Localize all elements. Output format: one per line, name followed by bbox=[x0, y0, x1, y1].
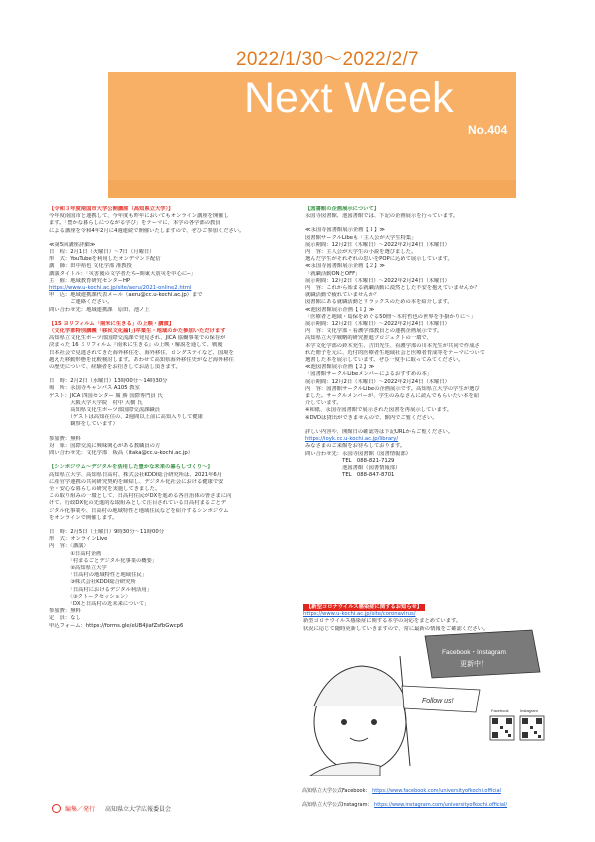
section-heading: 【シンポジウム～デジタルを活用した豊かな未来の暮らしづくり～】 bbox=[49, 464, 213, 471]
section-text-line: 申込フォーム：https://forms.gle/eUB4jiafZsfbGwcp6 bbox=[49, 622, 184, 629]
section-text-line: ご連絡ください。 bbox=[49, 299, 113, 306]
section-text-line: れた冊子を元に、近付的医療者生地域社会と医療者育成等をテーマについて bbox=[305, 349, 485, 356]
banner-text: Follow us! bbox=[422, 698, 454, 705]
section-text-line: 選んだ学生がそれぞれの思いをPOPに込めて展示しています。 bbox=[305, 256, 453, 263]
section-text-line: 形 式：YouTubeを利用したオンデマンド配信 bbox=[49, 256, 161, 263]
section-text-line: 問い合わせ先：地域連携課 原田、池ノ上 bbox=[49, 306, 150, 313]
section-text-line: 「図書館サークルLibeメンバーによるおすすめの本」 bbox=[305, 371, 433, 378]
section-text-line: 定 員：なし bbox=[49, 615, 81, 622]
section-text-line: ≪池図書館展示企画【１】≫ bbox=[305, 306, 375, 313]
section-link[interactable]: https://ioyk.cc.u-kochi.ac.jp/library/ bbox=[305, 436, 399, 443]
section-text-line: 今年度南国市と連携して、今年度も昨年においてもオンライン講座を開催し bbox=[49, 213, 229, 220]
section-text-line: 高知県文化生ポーツ部国際交流課職員 bbox=[49, 407, 161, 414]
section-text-line: 内 容：〈講演〉 bbox=[49, 543, 89, 550]
section-text-line: TEL 088-847-8701 bbox=[305, 472, 395, 479]
section-text-line: ※和紙、永国寺図書館で展示された図書を再展示しています。 bbox=[305, 407, 453, 414]
section-text-line: 「村まるごとデジタル化事業の概要」 bbox=[49, 557, 158, 564]
section-subheading: （文化学部特別講義「移民文化論Ⅰ」)卒業生・地域のかた参加いただけます bbox=[49, 328, 226, 335]
university-logo-icon bbox=[52, 804, 61, 813]
section-text-line: をオンラインで開催します。 bbox=[49, 514, 118, 521]
spacer bbox=[305, 220, 553, 227]
section-text-line: 対 象：国際交流に興味関心がある教職員の方 bbox=[49, 442, 161, 449]
instagram-qr bbox=[520, 708, 544, 740]
section-text-line: 大阪大学大学院 村中 大樹 氏 bbox=[49, 399, 143, 406]
mascot-illustration bbox=[310, 666, 408, 776]
spacer bbox=[49, 371, 289, 378]
section-text-line: 観察をしています） bbox=[49, 421, 118, 428]
footer bbox=[52, 804, 171, 813]
section-text-line: ジタル化事業や、日高村の地域特性と地域住民などを紹介するシンポジウム bbox=[49, 507, 229, 514]
section-text-line: 日本社会で見逃されてきた海外移住を、海外移住、ロングステイなど、国境を bbox=[49, 349, 234, 356]
section-text-line: 「DXと日高村の近未来について」 bbox=[49, 600, 150, 607]
section-text-line: 申 込：地域連携課代表メール（aeru@cc.u-kochi.ac.jp）まで bbox=[49, 292, 203, 299]
footer-publisher: 高知県立大学広報委員会 bbox=[105, 806, 172, 813]
section-text-line: この取り組みの一環として、日高村住民がDXを進める各自治体の皆さまに向 bbox=[49, 493, 232, 500]
section-text-line: 〈③クトークセッション〉 bbox=[49, 593, 131, 600]
section-text-line: 展示期間：12月2日（木曜日）～2022年2月24日（木曜日） bbox=[305, 321, 450, 328]
covid-note-2: 状況に応じて随時更新していきますので、常に最新の情報をご確認ください。 bbox=[303, 625, 489, 632]
section-text-line: 参加費：無料 bbox=[49, 608, 81, 615]
section-text-line: 展示期間：12月2日（木曜日）～2022年2月24日（木曜日） bbox=[305, 241, 450, 248]
board-line-1: Facebook・Instagram bbox=[442, 649, 506, 656]
section-text-line: ≪第5回講座詳細≫ bbox=[49, 241, 96, 248]
covid-link[interactable]: https://www.u-kochi.ac.jp/site/coronavirus/ bbox=[303, 611, 416, 618]
section-text-line: ※DVDは貸出ができませんので、館内でご覧ください。 bbox=[305, 414, 438, 421]
section-heading: 【15 ヨリフィルム「南米に生きる」の上映・講演】 bbox=[49, 320, 175, 327]
spacer bbox=[49, 235, 289, 242]
section-text-line: けて、行政DX化の先進的な取組みとして注目されている日高村まるごとデ bbox=[49, 500, 227, 507]
instagram-row bbox=[302, 798, 557, 812]
section-text-line: TEL 088-821-7129 bbox=[305, 457, 395, 464]
qr-label-instagram: Instagram bbox=[520, 708, 538, 713]
newsletter-title: Next Week bbox=[244, 74, 454, 122]
section-text-line: 決まった 16 ミリフィルム『南米に生きる』の上映・解説を通して、戦後 bbox=[49, 342, 223, 349]
section-link[interactable]: https://www.u-kochi.ac.jp/site/aeru/2021-online2.html bbox=[49, 285, 192, 292]
section-text-line: 池図書館（図書情報部） bbox=[305, 464, 401, 471]
qr-label-facebook: Facebook bbox=[491, 708, 509, 713]
notice-section bbox=[305, 206, 553, 479]
section-text-line: 形 式：オンラインLive bbox=[49, 536, 108, 543]
section-text-line: 内 容：主人公が大学生の小説を選びました。 bbox=[305, 249, 417, 256]
section-text-line: 「日高村におけるデジタル利活用」 bbox=[49, 586, 152, 593]
section-text-line: 参加費：無料 bbox=[49, 435, 81, 442]
section-text-line: ました。サークルメンバーが、学生のみなさんに読んでもらいたい本を紹 bbox=[305, 393, 480, 400]
left-column bbox=[49, 206, 289, 637]
section-text-line: ①日高村企画 bbox=[49, 550, 102, 557]
section-text-line: 内 容：これから始まる就職活動に漠然とした不安を抱えていませんか？ bbox=[305, 285, 480, 292]
section-text-line: （ゲストは高知在住の、2週間以上前に高知入りして健康 bbox=[49, 414, 203, 421]
section-text-line: 問い合わせ先：文化学部 板高（itaka@cc.u-kochi.ac.jp） bbox=[49, 450, 194, 457]
section-text-line: ②高知県立大学 bbox=[49, 564, 107, 571]
section-text-line: 問い合わせ先：永国寺図書館（図書情報部） bbox=[305, 450, 411, 457]
spacer bbox=[305, 422, 553, 429]
section-text-line: 「日高村の地域特性と地域住民」 bbox=[49, 572, 147, 579]
instagram-link[interactable]: https://www.instagram.com/universityofkochi.official/ bbox=[374, 802, 508, 808]
board-line-2: 更新中！ bbox=[460, 660, 488, 668]
covid-title: 【新型コロナウイルス感染症に関するお知らせ】 bbox=[303, 604, 425, 611]
spacer bbox=[49, 429, 289, 436]
section-text-line: 選書した本を展示しています。ぜひ一度手に取ってみてください。 bbox=[305, 357, 464, 364]
sns-links bbox=[302, 784, 557, 812]
facebook-row bbox=[302, 784, 557, 798]
section-text-line: 図書館サークルLibeも「主人公が大学生特集」 bbox=[305, 234, 417, 241]
section-text-line: 図書館にある就職活動とリラックスのための本を紹介します。 bbox=[305, 299, 453, 306]
section-text-line: 永国寺図書館、池図書館では、下記の企画展示を行っています。 bbox=[305, 213, 459, 220]
covid-note-1: 新型コロナウイルス感染症に関する本学の対応をまとめています。 bbox=[303, 618, 462, 625]
section-text-line: 本学文化学部の鈴木充生、吉田光生、看護学部の川本光生が共同で作成さ bbox=[305, 342, 480, 349]
section-text-line: 全・安心な暮らしの研究を実施してきました。 bbox=[49, 485, 161, 492]
section-text-line: 内 容：文化学部・看護学部教員との連携企画展示です。 bbox=[305, 328, 443, 335]
instagram-label: 高知県立大学公式Instagram： bbox=[302, 802, 373, 808]
section-text-line: ≪永国寺図書館展示企画【１】≫ bbox=[305, 227, 385, 234]
facebook-link[interactable]: https://www.facebook.com/universityofkochi.official bbox=[372, 788, 501, 794]
section-text-line: 詳しい内容や、開館日の確認等は下記URLからご覧ください。 bbox=[305, 428, 454, 435]
section-heading: 【図書館の企画展示について】 bbox=[305, 206, 380, 212]
section-text-line: 展示期間：12月2日（木曜日）～2022年2月24日（木曜日） bbox=[305, 378, 450, 385]
section-text-line: ③株式会社KDDI総合研究所 bbox=[49, 579, 136, 586]
section-text-line: 高知県立大学戦略的研究推進プロジェクトの一環で、 bbox=[305, 335, 432, 342]
section-text-line: ます。「豊かな暮らしにつながる学び」をテーマに、本学の各学部の教員 bbox=[49, 220, 221, 227]
notice-section bbox=[49, 206, 289, 314]
section-text-line: みなさまのご来館をお待ちしております。 bbox=[305, 443, 406, 450]
section-text-line: 越えた移動形態を比較検討します。あわせて高知県海外移住史がなど海外移住 bbox=[49, 356, 234, 363]
section-text-line: 日 程：2月1日（火曜日）～7日（月曜日） bbox=[49, 249, 155, 256]
section-text-line: 内 容：図書館サークルLibeの企画展示です。高知県立大学の学生が選び bbox=[305, 385, 480, 392]
section-text-line: 「就職活動ONとOFF」 bbox=[305, 270, 361, 277]
section-text-line: に産官学連携の共同研究契約を締結し、デジタル化社会における健康で安 bbox=[49, 478, 224, 485]
issue-number: No.404 bbox=[468, 123, 508, 137]
section-heading: 【令和３年度南国市大学公開講座（高知県立大学）】 bbox=[49, 206, 174, 212]
facebook-label: 高知県立大学公式Facebook： bbox=[302, 788, 371, 794]
section-text-line: による講座を令和4年2月に4週連続で開催いたしますので、ぜひご参加ください。 bbox=[49, 227, 245, 234]
footer-title: 編集／発行 bbox=[65, 806, 96, 813]
follow-us-illustration bbox=[300, 626, 555, 776]
section-text-line: 就職活動で疲れていませんか？ bbox=[305, 292, 380, 299]
notice-section bbox=[49, 321, 289, 457]
section-text-line: ≪永国寺図書館展示企画【２】≫ bbox=[305, 263, 385, 270]
section-text-line: 介しています。 bbox=[305, 400, 342, 407]
section-text-line: 展示期間：12月2日（木曜日）～2022年2月24日（木曜日） bbox=[305, 277, 450, 284]
right-column bbox=[305, 206, 553, 486]
date-range: 2022/1/30～2022/2/7 bbox=[236, 49, 419, 70]
notice-section bbox=[49, 464, 289, 629]
section-text-line: 主 催：地域教育研究センターHP bbox=[49, 277, 131, 284]
section-text-line: 高知県立文化生ポーツ部国際交流課で発見され、JICA 協働事業での保存が bbox=[49, 335, 226, 342]
section-text-line: 「医療者と地域・島保をめぐる50冊～木村哲也の世界を手掛かりに～」 bbox=[305, 313, 476, 320]
sns-board bbox=[425, 630, 540, 678]
section-text-line: 日 時：2月2日（水曜日）13時00分～14時30分 bbox=[49, 378, 168, 385]
section-text-line: ゲスト：JICA 四国センター 廣 勝 国際専門員 氏 bbox=[49, 392, 163, 399]
section-text-line: 講 師：田中裕也 文化学部 准教授 bbox=[49, 263, 132, 270]
section-text-line: ≪池図書館展示企画【２】≫ bbox=[305, 364, 375, 371]
section-text-line: の歴史について、経験者をお招きしてお話し頂きます。 bbox=[49, 364, 181, 371]
section-text-line: 場 所：永国寺キャンパス A105 教室 bbox=[49, 385, 140, 392]
section-text-line: 講演タイトル：「災害後の文学者たち─関東大震災を中心に─」 bbox=[49, 270, 196, 277]
section-text-line: 日 時：2月5日（土曜日）9時30分～11時00分 bbox=[49, 528, 165, 535]
section-text-line: 高知県立大学、高知県日高村、株式会社KDDI総合研究所は、2021年6月 bbox=[49, 471, 223, 478]
spacer bbox=[49, 522, 289, 529]
facebook-qr bbox=[490, 708, 514, 740]
